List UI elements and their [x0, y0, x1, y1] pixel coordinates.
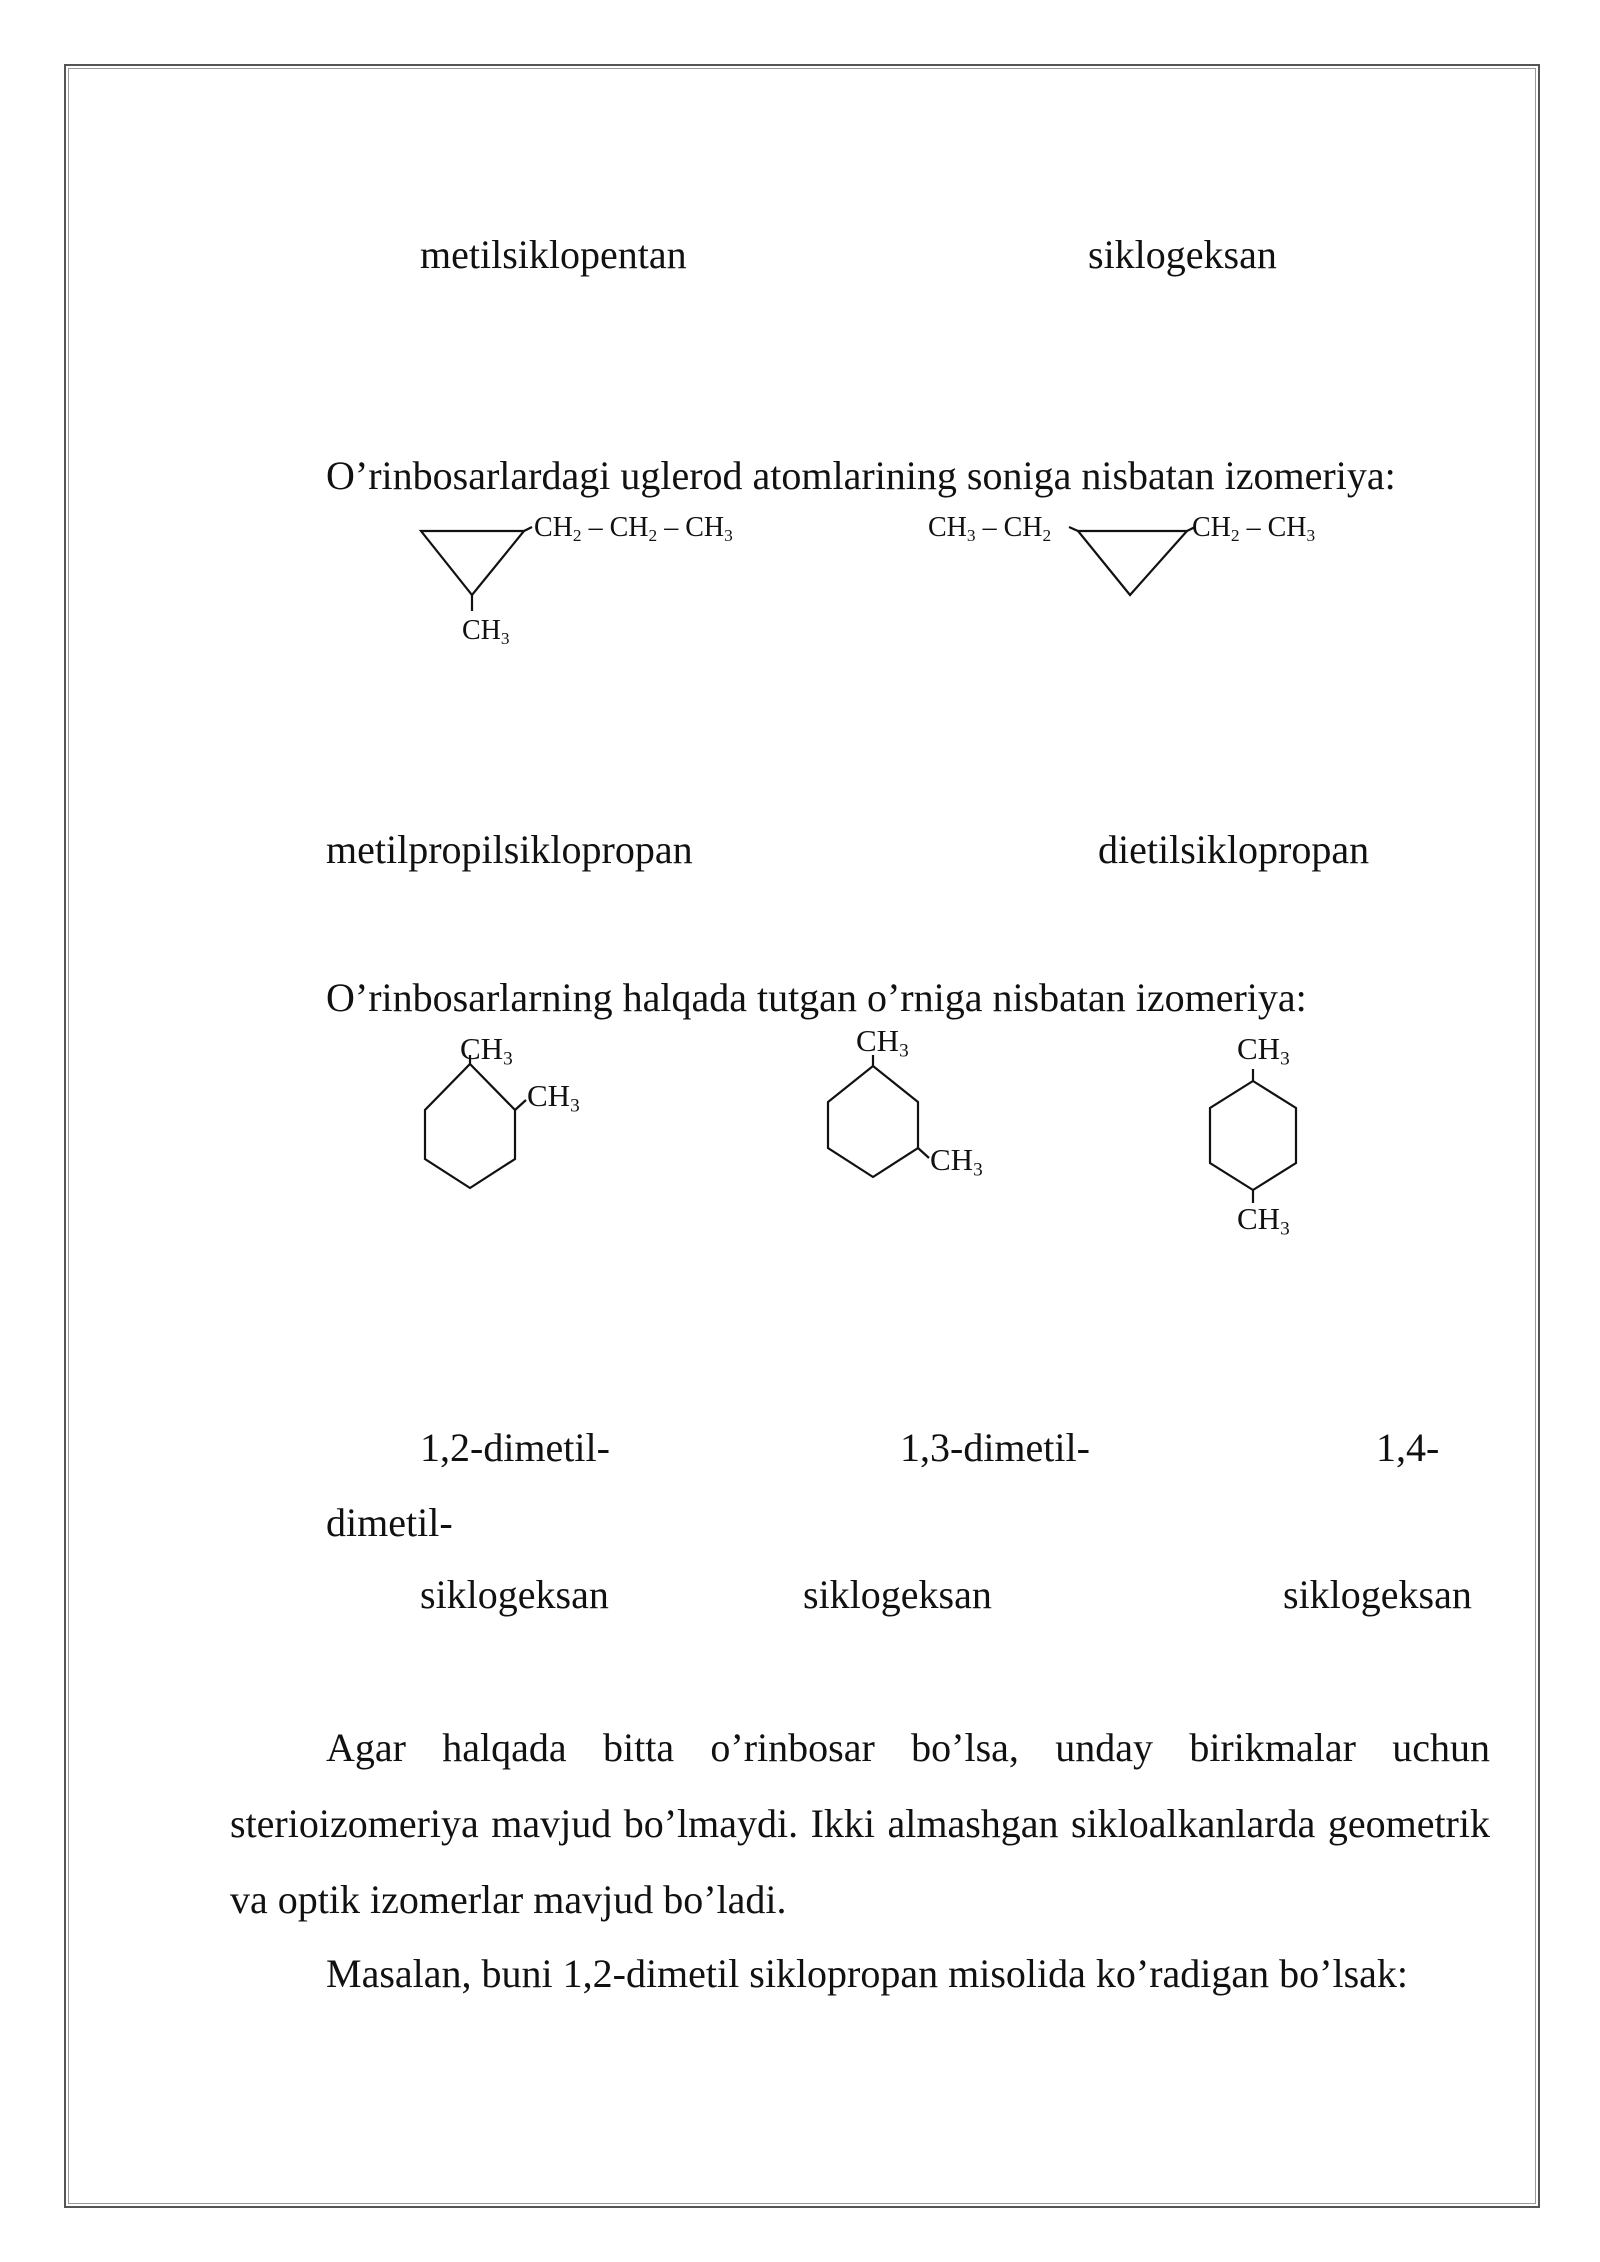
name-siklogeksan: siklogeksan [1088, 232, 1277, 277]
label-ch3-1b: $CH_3$ [527, 1078, 580, 1117]
cyclopropane-ring-2 [1078, 531, 1187, 595]
name-dimetil-wrap: dimetil- [326, 1500, 453, 1545]
formula-propyl-chain: $CH_2 - CH_2 - CH_3$ [534, 512, 733, 545]
bond-ring2-left [1069, 527, 1078, 531]
name-dietilsiklopropan: dietilsiklopropan [1098, 827, 1370, 872]
name-metilpropilsiklopropan: metilpropilsiklopropan [326, 827, 693, 872]
name-1-2-dimetil: 1,2-dimetil- [420, 1425, 610, 1470]
heading-position-isomerism: O’rinbosarlarning halqada tutgan o’rniga nisbatan izomeriya: [326, 975, 1307, 1020]
name-1-3-dimetil: 1,3-dimetil- [900, 1425, 1090, 1470]
label-ch3-1a: $CH_3$ [460, 1031, 513, 1070]
bond-hex2-ch3b [918, 1148, 929, 1158]
bond-ring2-right [1187, 527, 1195, 531]
paragraph-example: Masalan, buni 1,2-dimetil siklopropan misolida ko’radigan bo’lsak: [326, 1951, 1409, 1996]
name-1-4: 1,4- [1376, 1425, 1440, 1470]
name-metilsiklopentan: metilsiklopentan [420, 232, 687, 277]
formula-methyl-substituent: $CH_3$ [462, 615, 510, 648]
cyclopropane-ring-1 [421, 531, 524, 595]
label-ch3-3b: $CH_3$ [1237, 1201, 1290, 1240]
cyclohexane-ring-1 [425, 1064, 515, 1188]
bond-ring1-propyl [524, 527, 532, 531]
formula-ethyl-left: $CH_3 - CH_2$ [928, 512, 1052, 545]
label-ch3-2b: $CH_3$ [930, 1142, 983, 1181]
bond-hex1-ch3b [515, 1100, 526, 1110]
cyclohexane-ring-2 [828, 1066, 918, 1177]
name-siklogeksan-2: siklogeksan [803, 1572, 992, 1617]
heading-carbon-isomerism: O’rinbosarlardagi uglerod atomlarining soniga nisbatan izomeriya: [326, 453, 1396, 498]
formula-ethyl-right: $CH_2 - CH_3$ [1192, 512, 1316, 545]
label-ch3-2a: $CH_3$ [856, 1023, 909, 1062]
paragraph-stereoisomerism: Agar halqada bitta o’rinbosar bo’lsa, unday birikmalar uchun sterioizomeriya mavjud bo’lmaydi. Ikki almashgan sikloalkanlarda geometrik va optik izomerlar mavjud bo’ladi. [230, 1725, 1490, 1922]
name-siklogeksan-1: siklogeksan [420, 1572, 609, 1617]
cyclohexane-ring-3 [1210, 1081, 1296, 1190]
name-siklogeksan-3: siklogeksan [1283, 1572, 1472, 1617]
label-ch3-3a: $CH_3$ [1237, 1031, 1290, 1070]
